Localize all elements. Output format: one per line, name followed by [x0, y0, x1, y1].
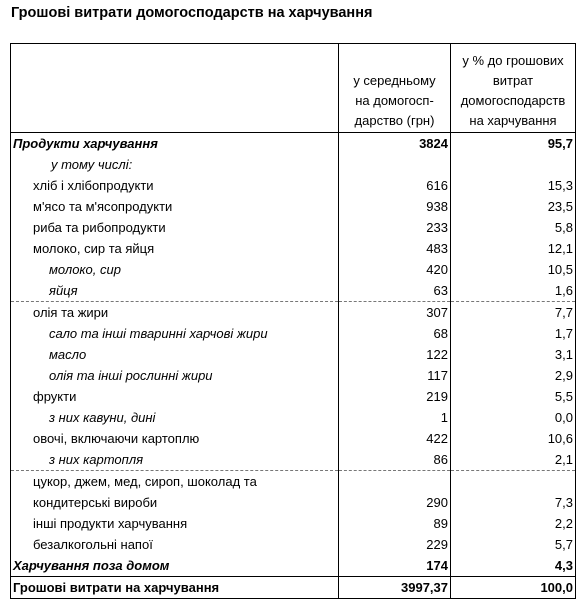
row-average-value: 3997,37 — [339, 577, 451, 599]
row-percent-value: 3,1 — [451, 344, 576, 365]
table-row — [11, 534, 576, 555]
row-label: Грошові витрати на харчування — [11, 577, 339, 599]
row-percent-value: 12,1 — [451, 238, 576, 259]
row-percent-value: 7,7 — [451, 302, 576, 324]
row-label: овочі, включаючи картоплю — [33, 431, 200, 446]
row-percent-value: 1,6 — [451, 280, 576, 302]
table-row — [11, 471, 576, 514]
table-row — [11, 238, 576, 259]
row-label: олія та інші рослинні жири — [49, 368, 213, 383]
row-label: яйця — [49, 283, 78, 298]
table-row — [11, 175, 576, 196]
row-percent-value: 100,0 — [451, 577, 576, 599]
row-average-value: 63 — [339, 280, 451, 302]
row-label: хліб і хлібопродукти — [33, 178, 154, 193]
table-row — [11, 344, 576, 365]
table-row — [11, 428, 576, 449]
row-average-value: 89 — [339, 513, 451, 534]
row-percent-value: 10,6 — [451, 428, 576, 449]
row-average-value: 616 — [339, 175, 451, 196]
row-label: м'ясо та м'ясопродукти — [33, 199, 173, 214]
row-average-value: 3824 — [339, 133, 451, 155]
row-label: Продукти харчування — [13, 136, 158, 151]
row-average-value: 229 — [339, 534, 451, 555]
table-row — [11, 555, 576, 577]
row-label: Харчування поза домом — [13, 558, 170, 573]
row-average-value: 68 — [339, 323, 451, 344]
row-label: масло — [49, 347, 87, 362]
row-average-value: 420 — [339, 259, 451, 280]
row-label: з них картопля — [49, 452, 144, 467]
row-label: молоко, сир та яйця — [33, 241, 155, 256]
table-row — [11, 386, 576, 407]
row-percent-value: 15,3 — [451, 175, 576, 196]
row-average-value: 117 — [339, 365, 451, 386]
row-percent-value — [451, 154, 576, 175]
row-label: молоко, сир — [49, 262, 121, 277]
row-average-value: 86 — [339, 449, 451, 471]
page-title: Грошові витрати домогосподарств на харчування — [11, 5, 373, 21]
row-label: з них кавуни, дині — [49, 410, 156, 425]
row-percent-value: 4,3 — [451, 555, 576, 577]
row-average-value: 290 — [339, 471, 451, 514]
header-cell-average: у середньому на домогосп- дарство (грн) — [339, 44, 451, 133]
table-row — [11, 323, 576, 344]
table-row — [11, 365, 576, 386]
row-percent-value: 1,7 — [451, 323, 576, 344]
table-total-row — [11, 577, 576, 599]
row-percent-value: 5,7 — [451, 534, 576, 555]
row-percent-value: 2,1 — [451, 449, 576, 471]
table-row — [11, 513, 576, 534]
row-average-value: 938 — [339, 196, 451, 217]
row-percent-value: 23,5 — [451, 196, 576, 217]
row-average-value: 122 — [339, 344, 451, 365]
row-percent-value: 5,8 — [451, 217, 576, 238]
row-average-value: 219 — [339, 386, 451, 407]
table-header-row — [11, 44, 576, 133]
row-average-value: 422 — [339, 428, 451, 449]
row-label: риба та рибопродукти — [33, 220, 166, 235]
row-percent-value: 95,7 — [451, 133, 576, 155]
table-row — [11, 302, 576, 324]
row-percent-value: 0,0 — [451, 407, 576, 428]
row-average-value: 1 — [339, 407, 451, 428]
row-percent-value: 2,9 — [451, 365, 576, 386]
table-row — [11, 259, 576, 280]
row-average-value: 233 — [339, 217, 451, 238]
row-label: безалкогольні напої — [33, 537, 153, 552]
row-average-value — [339, 154, 451, 175]
row-average-value: 483 — [339, 238, 451, 259]
table-row — [11, 217, 576, 238]
row-average-value: 307 — [339, 302, 451, 324]
row-label: сало та інші тваринні харчові жири — [49, 326, 268, 341]
table-row — [11, 154, 576, 175]
header-cell-label — [11, 44, 339, 133]
table-row — [11, 280, 576, 302]
table-row — [11, 196, 576, 217]
row-label: фрукти — [33, 389, 77, 404]
header-cell-percent: у % до грошових витрат домогосподарств на харчування — [451, 44, 576, 133]
row-percent-value: 7,3 — [451, 471, 576, 514]
row-percent-value: 5,5 — [451, 386, 576, 407]
row-label: олія та жири — [11, 302, 339, 324]
table-row — [11, 133, 576, 155]
table-row — [11, 407, 576, 428]
row-average-value: 174 — [339, 555, 451, 577]
row-label: у тому числі: — [51, 157, 133, 172]
food-expenses-table — [10, 43, 576, 599]
row-label: цукор, джем, мед, сироп, шоколад та кондитерські вироби — [11, 471, 339, 514]
row-label: інші продукти харчування — [33, 516, 188, 531]
row-percent-value: 10,5 — [451, 259, 576, 280]
table-row — [11, 449, 576, 471]
row-percent-value: 2,2 — [451, 513, 576, 534]
